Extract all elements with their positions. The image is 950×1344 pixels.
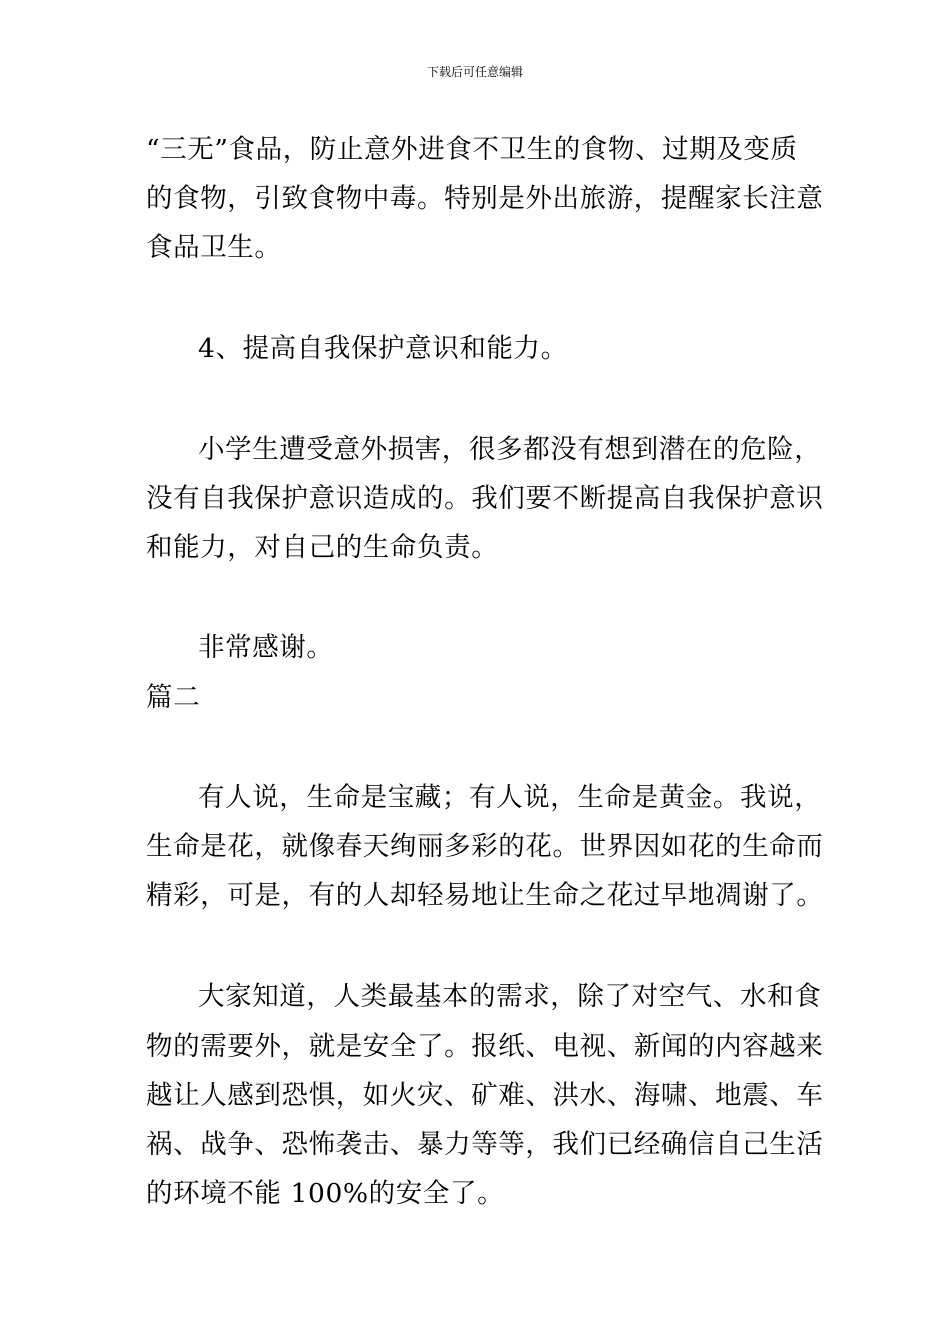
text-line: 大家知道，人类最基本的需求，除了对空气、水和食 xyxy=(198,981,822,1012)
text-line: 祸、战争、恐怖袭击、暴力等等，我们已经确信自己生活 xyxy=(146,1129,824,1160)
page-header: 下载后可任意编辑 xyxy=(426,65,523,79)
text-line: 非常感谢。 xyxy=(198,632,334,663)
section-title: 篇二 xyxy=(146,682,201,713)
text-line: 生命是花，就像春天绚丽多彩的花。世界因如花的生命而 xyxy=(146,831,824,862)
text-line: 物的需要外，就是安全了。报纸、电视、新闻的内容越来 xyxy=(146,1031,824,1062)
text-line: 没有自我保护意识造成的。我们要不断提高自我保护意识 xyxy=(146,483,824,514)
text-line: “三无”食品，防止意外进食不卫生的食物、过期及变质 xyxy=(146,134,798,165)
text-line: 的食物，引致食物中毒。特别是外出旅游，提醒家长注意 xyxy=(146,183,824,214)
text-line: 精彩，可是，有的人却轻易地让生命之花过早地凋谢了。 xyxy=(146,880,824,911)
text-line: 小学生遭受意外损害，很多都没有想到潜在的危险， xyxy=(198,434,822,465)
text-line: 和能力，对自己的生命负责。 xyxy=(146,532,499,563)
text-line: 有人说，生命是宝藏；有人说，生命是黄金。我说， xyxy=(198,782,822,813)
text-line: 食品卫生。 xyxy=(146,232,282,263)
text-line: 的环境不能 100%的安全了。 xyxy=(146,1178,505,1209)
section-heading: 4、提高自我保护意识和能力。 xyxy=(198,333,568,364)
text-line: 越让人感到恐惧，如火灾、矿难、洪水、海啸、地震、车 xyxy=(146,1080,824,1111)
